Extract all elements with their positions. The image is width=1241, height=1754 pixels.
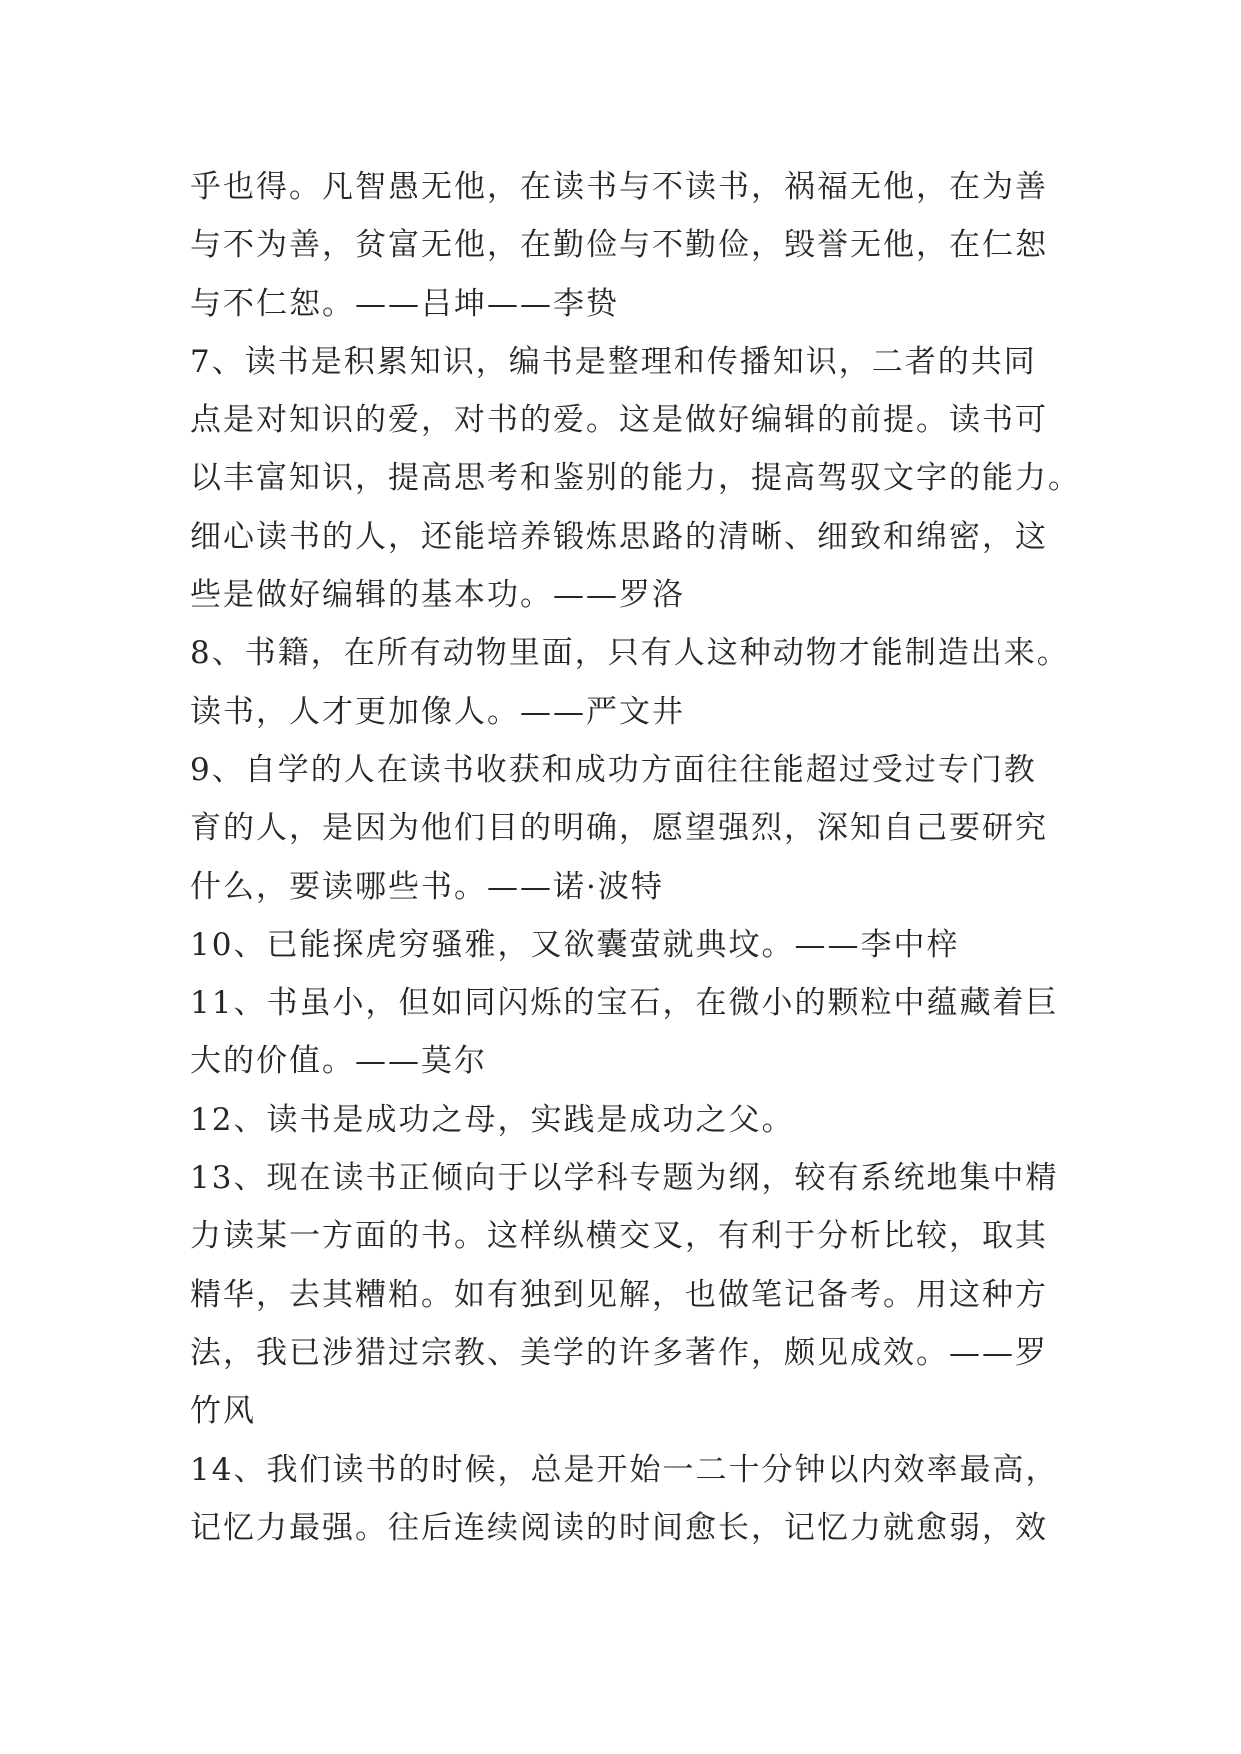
text-line: 细心读书的人，还能培养锻炼思路的清晰、细致和绵密，这: [190, 518, 1048, 555]
text-line: 14、我们读书的时候，总是开始一二十分钟以内效率最高，: [190, 1451, 1059, 1488]
text-line: 8、书籍，在所有动物里面，只有人这种动物才能制造出来。: [190, 635, 1070, 672]
text-line: 些是做好编辑的基本功。——罗洛: [190, 577, 685, 614]
text-line: 10、已能探虎穷骚雅，又欲囊萤就典坟。——李中梓: [190, 926, 960, 963]
text-line: 点是对知识的爱，对书的爱。这是做好编辑的前提。读书可: [190, 402, 1048, 439]
text-line: 力读某一方面的书。这样纵横交叉，有利于分析比较，取其: [190, 1218, 1048, 1255]
body-text: [190, 158, 1081, 1557]
text-line: 育的人，是因为他们目的明确，愿望强烈，深知自己要研究: [190, 810, 1048, 847]
text-line: 记忆力最强。往后连续阅读的时间愈长，记忆力就愈弱，效: [190, 1509, 1048, 1546]
text-line: 与不仁恕。——吕坤——李贽: [190, 285, 619, 322]
text-line: 大的价值。——莫尔: [190, 1043, 487, 1080]
text-line: 13、现在读书正倾向于以学科专题为纲，较有系统地集中精: [190, 1160, 1059, 1197]
text-line: 精华，去其糟粕。如有独到见解，也做笔记备考。用这种方: [190, 1276, 1048, 1313]
text-line: 11、书虽小，但如同闪烁的宝石，在微小的颗粒中蕴藏着巨: [190, 985, 1059, 1022]
text-line: 与不为善，贫富无他，在勤俭与不勤俭，毁誉无他，在仁恕: [190, 227, 1048, 264]
text-line: 竹风: [190, 1393, 256, 1430]
text-line: 12、读书是成功之母，实践是成功之父。: [190, 1101, 795, 1138]
text-line: 法，我已涉猎过宗教、美学的许多著作，颇见成效。——罗: [190, 1334, 1048, 1371]
text-line: 读书，人才更加像人。——严文井: [190, 693, 685, 730]
text-line: 乎也得。凡智愚无他，在读书与不读书，祸福无他，在为善: [190, 169, 1048, 205]
text-line: 以丰富知识，提高思考和鉴别的能力，提高驾驭文字的能力。: [190, 460, 1081, 497]
text-line: 7、读书是积累知识，编书是整理和传播知识，二者的共同: [190, 343, 1037, 380]
text-line: 9、自学的人在读书收获和成功方面往往能超过受过专门教: [190, 751, 1037, 788]
text-line: 什么，要读哪些书。——诺·波特: [190, 868, 664, 905]
